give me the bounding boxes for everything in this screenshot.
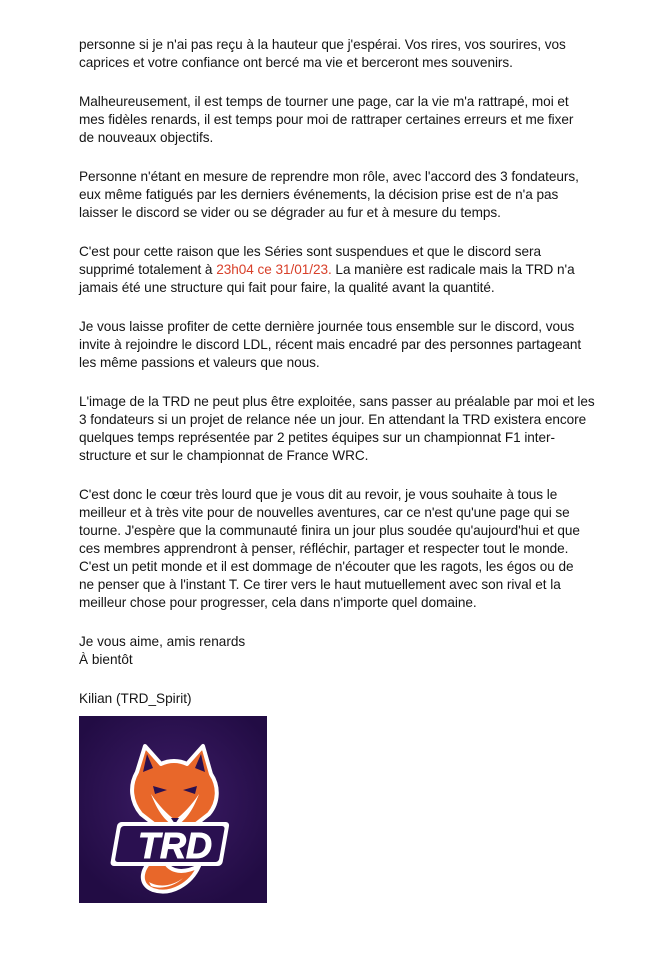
paragraph-3 [79,168,627,222]
paragraph-4-line-2-after: La manière est radicale mais la TRD n'a [331,262,575,277]
paragraph-5 [79,318,627,372]
paragraph-1 [79,36,627,72]
fox-mascot-icon [79,716,267,903]
deletion-date-highlight: 23h04 ce 31/01/23. [216,262,332,277]
paragraph-7-line-6: ne penser que à l'instant T. Ce tirer vers le haut mutuellement avec son rival et la [79,577,561,592]
signature: Kilian (TRD_Spirit) [79,691,192,706]
paragraph-4-line-3: jamais été une structure qui fait pour faire, la qualité avant la quantité. [79,280,495,295]
paragraph-5-line-3: les même passions et valeurs que nous. [79,355,320,370]
closing [79,633,627,669]
paragraph-6-line-2: 3 fondateurs si un projet de relance née un jour. En attendant la TRD existera encore [79,412,587,427]
paragraph-4 [79,243,627,297]
paragraph-3-line-3: laisser le discord se vider ou se dégrader au fur et à mesure du temps. [79,205,501,220]
paragraph-7 [79,486,627,612]
paragraph-6-line-1: L'image de la TRD ne peut plus être exploitée, sans passer au préalable par moi et les [79,394,595,409]
paragraph-7-line-4: ces membres apprendront à penser, réfléchir, partager et respecter tout le monde. [79,541,569,556]
paragraph-6-line-3: quelques temps représentée par 2 petites équipes sur un championnat F1 inter- [79,430,555,445]
paragraph-7-line-5: C'est un petit monde et il est dommage de n'écouter que les ragots, les égos ou de [79,559,574,574]
paragraph-1-line-1: personne si je n'ai pas reçu à la hauteur que j'espérai. Vos rires, vos sourires, vos [79,37,566,52]
paragraph-5-line-2: invite à rejoindre le discord LDL, récent mais encadré par des personnes partageant [79,337,582,352]
paragraph-2-line-3: de nouveaux objectifs. [79,130,214,145]
paragraph-7-line-7: meilleur chose pour progresser, cela dans n'importe quel domaine. [79,595,477,610]
paragraph-3-line-2: eux même fatigués par les derniers événements, la décision prise est de n'a pas [79,187,559,202]
paragraph-1-line-2: caprices et votre confiance ont bercé ma vie et berceront mes souvenirs. [79,55,513,70]
letter-body [79,36,627,729]
paragraph-7-line-3: tourne. J'espère que la communauté finira un jour plus soudée qu'aujourd'hui et que [79,523,580,538]
paragraph-2-line-2: mes fidèles renards, il est temps pour moi de rattraper certaines erreurs et me fixer [79,112,574,127]
paragraph-6 [79,393,627,465]
closing-line-1: Je vous aime, amis renards [79,634,246,649]
paragraph-4-line-2-before: supprimé totalement à [79,262,217,277]
logo-text: TRD [138,825,212,866]
closing-line-2: À bientôt [79,652,133,667]
paragraph-2-line-1: Malheureusement, il est temps de tourner une page, car la vie m'a rattrapé, moi et [79,94,569,109]
paragraph-2 [79,93,627,147]
trd-logo [79,716,267,903]
paragraph-7-line-1: C'est donc le cœur très lourd que je vous dit au revoir, je vous souhaite à tous le [79,487,558,502]
paragraph-3-line-1: Personne n'étant en mesure de reprendre mon rôle, avec l'accord des 3 fondateurs, [79,169,579,184]
paragraph-7-line-2: meilleur et à très vite pour de nouvelles aventures, car ce n'est qu'une page qui se [79,505,570,520]
paragraph-5-line-1: Je vous laisse profiter de cette dernière journée tous ensemble sur le discord, vous [79,319,575,334]
paragraph-4-line-1: C'est pour cette raison que les Séries sont suspendues et que le discord sera [79,244,541,259]
paragraph-6-line-4: structure et sur le championnat de France WRC. [79,448,369,463]
